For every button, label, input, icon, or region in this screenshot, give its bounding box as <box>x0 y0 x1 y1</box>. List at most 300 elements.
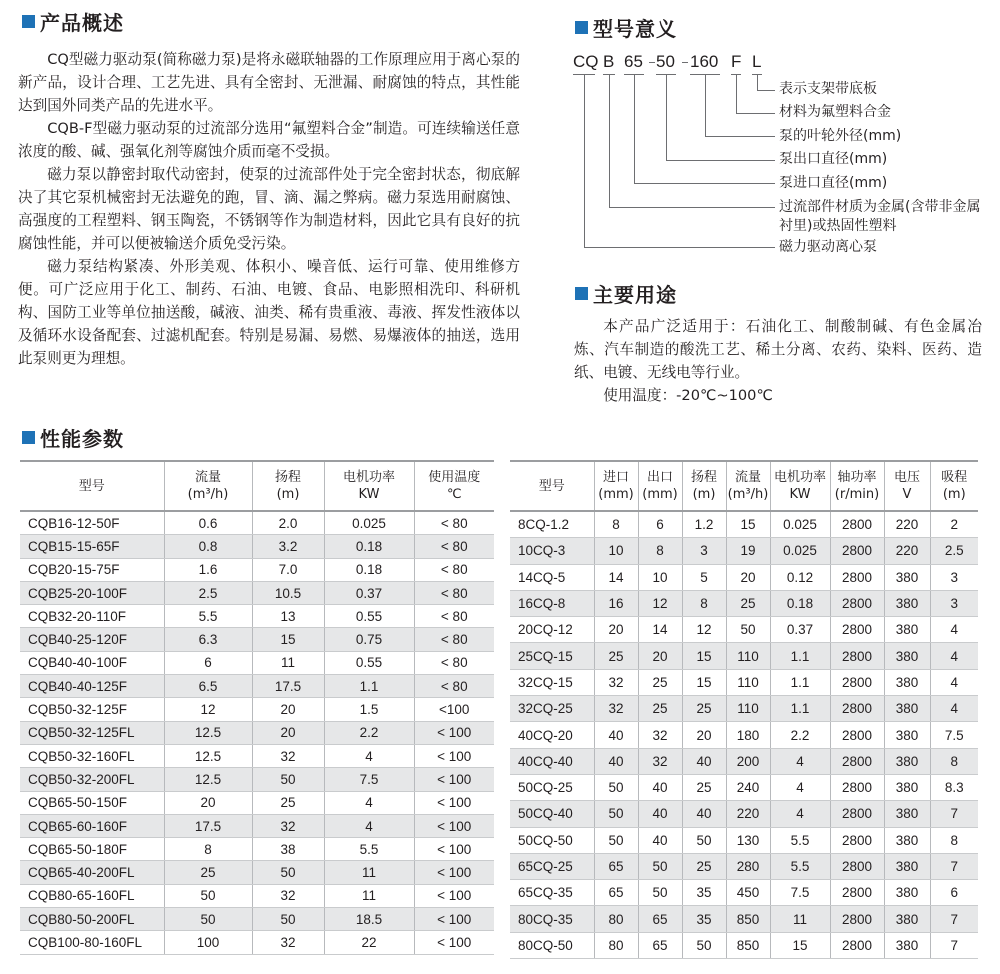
value-cell: 7 <box>930 932 978 958</box>
model-cell: CQB25-20-100F <box>20 581 164 604</box>
value-cell: 380 <box>884 617 930 643</box>
value-cell: < 80 <box>414 605 494 628</box>
value-cell: 850 <box>726 906 770 932</box>
value-cell: 2.5 <box>164 581 252 604</box>
value-cell: 280 <box>726 853 770 879</box>
performance-title: 性能参数 <box>40 426 124 451</box>
meaning-base-plate: 表示支架带底板 <box>779 81 877 97</box>
value-cell: 65 <box>638 906 682 932</box>
model-cell: CQB40-40-100F <box>20 651 164 674</box>
value-cell: 110 <box>726 696 770 722</box>
value-cell: 180 <box>726 722 770 748</box>
value-cell: 40 <box>682 748 726 774</box>
value-cell: 8 <box>930 827 978 853</box>
model-cell: 80CQ-50 <box>510 932 594 958</box>
value-cell: 17.5 <box>252 675 324 698</box>
model-cell: CQB100-80-160FL <box>20 931 164 954</box>
value-cell: 50 <box>638 880 682 906</box>
table-row <box>20 511 494 535</box>
value-cell: 14 <box>594 564 638 590</box>
value-cell: 3 <box>930 590 978 616</box>
value-cell: 130 <box>726 827 770 853</box>
value-cell: 12.5 <box>164 744 252 767</box>
table-row <box>510 564 978 590</box>
value-cell: 12 <box>682 617 726 643</box>
value-cell: 2 <box>930 511 978 538</box>
value-cell: 0.37 <box>324 581 414 604</box>
table-row <box>20 605 494 628</box>
header-model: 型号 <box>20 461 164 511</box>
value-cell: 50 <box>252 908 324 931</box>
model-cell: CQB32-20-110F <box>20 605 164 628</box>
table-row <box>510 880 978 906</box>
value-cell: 2800 <box>830 748 884 774</box>
table-row <box>510 511 978 538</box>
value-cell: 50 <box>594 827 638 853</box>
model-cell: CQB40-25-120F <box>20 628 164 651</box>
table-row <box>20 535 494 558</box>
value-cell: 4 <box>770 748 830 774</box>
value-cell: 20 <box>638 643 682 669</box>
table-row <box>510 853 978 879</box>
table-row <box>20 931 494 954</box>
value-cell: 380 <box>884 669 930 695</box>
header-suction: 吸程 (m) <box>930 461 978 511</box>
model-cell: CQB16-12-50F <box>20 511 164 535</box>
model-cell: CQB80-65-160FL <box>20 884 164 907</box>
performance-table-cq <box>510 460 978 959</box>
value-cell: 25 <box>638 669 682 695</box>
overview-text <box>18 48 520 370</box>
value-cell: 32 <box>594 669 638 695</box>
model-cell: CQB65-50-180F <box>20 838 164 861</box>
value-cell: 220 <box>884 511 930 538</box>
model-cell: CQB40-40-125F <box>20 675 164 698</box>
value-cell: 2.5 <box>930 538 978 564</box>
value-cell: 50 <box>164 884 252 907</box>
header-outlet: 出口 (mm) <box>638 461 682 511</box>
model-meaning-heading <box>575 14 677 40</box>
value-cell: 7 <box>930 853 978 879</box>
value-cell: 0.75 <box>324 628 414 651</box>
table-row <box>20 581 494 604</box>
table-row <box>510 932 978 958</box>
value-cell: 2800 <box>830 538 884 564</box>
code-dash <box>682 62 688 63</box>
value-cell: 4 <box>770 801 830 827</box>
value-cell: 110 <box>726 643 770 669</box>
value-cell: 32 <box>252 744 324 767</box>
value-cell: 80 <box>594 906 638 932</box>
value-cell: 5.5 <box>770 827 830 853</box>
value-cell: 7 <box>930 801 978 827</box>
value-cell: < 100 <box>414 908 494 931</box>
table-row <box>20 861 494 884</box>
value-cell: 11 <box>252 651 324 674</box>
leader-line <box>666 160 775 161</box>
value-cell: 6 <box>638 511 682 538</box>
value-cell: 25 <box>682 696 726 722</box>
header-motor-power: 电机功率 KW <box>770 461 830 511</box>
value-cell: 50 <box>594 801 638 827</box>
value-cell: 8 <box>638 538 682 564</box>
value-cell: 5.5 <box>324 838 414 861</box>
table-header-row <box>20 461 494 511</box>
value-cell: 220 <box>884 538 930 564</box>
model-cell: CQB65-40-200FL <box>20 861 164 884</box>
model-cell: 65CQ-25 <box>510 853 594 879</box>
value-cell: 380 <box>884 696 930 722</box>
value-cell: 20 <box>682 722 726 748</box>
value-cell: < 100 <box>414 884 494 907</box>
value-cell: 8 <box>682 590 726 616</box>
leader-line <box>634 74 635 183</box>
leader-line <box>757 90 775 91</box>
leader-line <box>584 74 585 247</box>
table-header-row <box>510 461 978 511</box>
value-cell: 11 <box>324 861 414 884</box>
value-cell: 13 <box>252 605 324 628</box>
performance-heading <box>22 424 124 450</box>
header-flow: 流量 (m³/h) <box>164 461 252 511</box>
value-cell: 6 <box>164 651 252 674</box>
value-cell: 32 <box>638 722 682 748</box>
overview-paragraph: CQ型磁力驱动泵(简称磁力泵)是将永磁联轴器的工作原理应用于离心泵的新产品，设计合理、工艺先进、具有全密封、无泄漏、耐腐蚀的特点，其性能达到国外同类产品的先进水平。 <box>18 51 520 114</box>
value-cell: < 80 <box>414 511 494 535</box>
model-cell: CQB15-15-65F <box>20 535 164 558</box>
value-cell: 220 <box>726 801 770 827</box>
code-part-outlet: 50 <box>656 52 675 71</box>
value-cell: 8 <box>594 511 638 538</box>
value-cell: 0.8 <box>164 535 252 558</box>
value-cell: 2800 <box>830 880 884 906</box>
model-cell: 80CQ-35 <box>510 906 594 932</box>
value-cell: 4 <box>930 696 978 722</box>
model-cell: 32CQ-15 <box>510 669 594 695</box>
overview-paragraph: CQB-F型磁力驱动泵的过流部分选用“氟塑料合金”制造。可连续输送任意浓度的酸、碱、强氧化剂等腐蚀介质而毫不受损。 <box>18 120 520 160</box>
table-row <box>20 884 494 907</box>
value-cell: 0.18 <box>324 535 414 558</box>
value-cell: 7.5 <box>324 768 414 791</box>
value-cell: 380 <box>884 906 930 932</box>
header-temperature: 使用温度 ℃ <box>414 461 494 511</box>
value-cell: 3.2 <box>252 535 324 558</box>
model-cell: 40CQ-20 <box>510 722 594 748</box>
meaning-impeller: 泵的叶轮外径(mm) <box>779 128 902 144</box>
value-cell: 7.5 <box>770 880 830 906</box>
model-cell: 25CQ-15 <box>510 643 594 669</box>
value-cell: 4 <box>324 791 414 814</box>
header-head: 扬程 (m) <box>682 461 726 511</box>
value-cell: 380 <box>884 932 930 958</box>
value-cell: < 80 <box>414 628 494 651</box>
model-cell: 65CQ-35 <box>510 880 594 906</box>
value-cell: 2800 <box>830 774 884 800</box>
value-cell: 6 <box>930 880 978 906</box>
value-cell: < 100 <box>414 744 494 767</box>
value-cell: 1.5 <box>324 698 414 721</box>
table-row <box>510 827 978 853</box>
value-cell: 0.18 <box>770 590 830 616</box>
leader-line <box>634 183 775 184</box>
leader-line <box>666 74 667 160</box>
value-cell: 0.025 <box>324 511 414 535</box>
value-cell: 8.3 <box>930 774 978 800</box>
header-model: 型号 <box>510 461 594 511</box>
value-cell: < 80 <box>414 558 494 581</box>
value-cell: 380 <box>884 827 930 853</box>
value-cell: 32 <box>252 931 324 954</box>
table-row <box>20 838 494 861</box>
value-cell: < 100 <box>414 838 494 861</box>
value-cell: 25 <box>164 861 252 884</box>
table-row <box>510 669 978 695</box>
value-cell: 100 <box>164 931 252 954</box>
value-cell: 8 <box>930 748 978 774</box>
table-row <box>510 696 978 722</box>
value-cell: 12.5 <box>164 768 252 791</box>
header-shaft-speed: 轴功率 (r/min) <box>830 461 884 511</box>
value-cell: 380 <box>884 880 930 906</box>
section-marker-icon <box>575 287 588 300</box>
model-cell: 40CQ-40 <box>510 748 594 774</box>
value-cell: 0.37 <box>770 617 830 643</box>
value-cell: 4 <box>324 814 414 837</box>
value-cell: 20 <box>594 617 638 643</box>
value-cell: 4 <box>324 744 414 767</box>
value-cell: 40 <box>594 722 638 748</box>
value-cell: 18.5 <box>324 908 414 931</box>
value-cell: 50 <box>682 932 726 958</box>
value-cell: 380 <box>884 564 930 590</box>
value-cell: < 80 <box>414 581 494 604</box>
usage-paragraph: 本产品广泛适用于：石油化工、制酸制碱、有色金属冶炼、汽车制造的酸洗工艺、稀土分离、农药、染料、医药、造纸、电镀、无线电等行业。 <box>574 318 982 381</box>
value-cell: 5.5 <box>164 605 252 628</box>
value-cell: 380 <box>884 774 930 800</box>
table-row <box>510 590 978 616</box>
value-cell: 65 <box>594 853 638 879</box>
model-cell: CQB65-50-150F <box>20 791 164 814</box>
table-row <box>510 774 978 800</box>
value-cell: 40 <box>638 774 682 800</box>
value-cell: 2800 <box>830 511 884 538</box>
table-row <box>20 558 494 581</box>
value-cell: 200 <box>726 748 770 774</box>
meaning-inlet: 泵进口直径(mm) <box>779 175 888 191</box>
value-cell: 2800 <box>830 669 884 695</box>
meaning-outlet: 泵出口直径(mm) <box>779 151 888 167</box>
model-cell: CQB50-32-160FL <box>20 744 164 767</box>
value-cell: 6.3 <box>164 628 252 651</box>
table-row <box>510 643 978 669</box>
table-row <box>20 768 494 791</box>
code-part-f: F <box>731 52 742 71</box>
value-cell: 0.55 <box>324 605 414 628</box>
value-cell: 2800 <box>830 932 884 958</box>
table-row <box>20 791 494 814</box>
value-cell: 35 <box>682 880 726 906</box>
header-motor-power: 电机功率 KW <box>324 461 414 511</box>
value-cell: < 100 <box>414 791 494 814</box>
value-cell: 15 <box>682 643 726 669</box>
usage-heading <box>575 280 677 306</box>
value-cell: 25 <box>252 791 324 814</box>
value-cell: 2800 <box>830 827 884 853</box>
table-row <box>20 721 494 744</box>
model-cell: 8CQ-1.2 <box>510 511 594 538</box>
value-cell: 50 <box>726 617 770 643</box>
value-cell: 450 <box>726 880 770 906</box>
value-cell: 2800 <box>830 643 884 669</box>
value-cell: 380 <box>884 722 930 748</box>
value-cell: 25 <box>682 853 726 879</box>
value-cell: 4 <box>770 774 830 800</box>
value-cell: <100 <box>414 698 494 721</box>
table-row <box>510 906 978 932</box>
value-cell: 32 <box>252 884 324 907</box>
header-inlet: 进口 (mm) <box>594 461 638 511</box>
model-meaning-title: 型号意义 <box>593 16 677 41</box>
value-cell: 40 <box>594 748 638 774</box>
value-cell: 50 <box>252 768 324 791</box>
value-cell: 1.1 <box>770 669 830 695</box>
model-cell: 10CQ-3 <box>510 538 594 564</box>
value-cell: 12.5 <box>164 721 252 744</box>
value-cell: 4 <box>930 669 978 695</box>
value-cell: 15 <box>252 628 324 651</box>
value-cell: 850 <box>726 932 770 958</box>
usage-title: 主要用途 <box>593 282 677 307</box>
table-row <box>20 744 494 767</box>
model-cell: CQB50-32-125FL <box>20 721 164 744</box>
leader-line <box>609 207 775 208</box>
value-cell: 5.5 <box>770 853 830 879</box>
value-cell: 240 <box>726 774 770 800</box>
value-cell: 40 <box>682 801 726 827</box>
value-cell: 3 <box>930 564 978 590</box>
value-cell: 3 <box>682 538 726 564</box>
value-cell: 11 <box>770 906 830 932</box>
value-cell: 2.2 <box>770 722 830 748</box>
value-cell: 2.0 <box>252 511 324 535</box>
value-cell: 25 <box>638 696 682 722</box>
model-cell: CQB50-32-125F <box>20 698 164 721</box>
meaning-pump-type: 磁力驱动离心泵 <box>779 239 877 255</box>
header-voltage: 电压 V <box>884 461 930 511</box>
value-cell: 0.6 <box>164 511 252 535</box>
leader-line <box>736 74 737 113</box>
value-cell: 25 <box>726 590 770 616</box>
value-cell: < 100 <box>414 721 494 744</box>
value-cell: 380 <box>884 853 930 879</box>
code-part-inlet: 65 <box>624 52 643 71</box>
value-cell: 16 <box>594 590 638 616</box>
table-row <box>20 628 494 651</box>
code-dash <box>649 62 655 63</box>
value-cell: 17.5 <box>164 814 252 837</box>
model-cell: 32CQ-25 <box>510 696 594 722</box>
model-cell: CQB20-15-75F <box>20 558 164 581</box>
header-head: 扬程 (m) <box>252 461 324 511</box>
section-marker-icon <box>575 21 588 34</box>
value-cell: 2800 <box>830 853 884 879</box>
overview-paragraph: 磁力泵以静密封取代动密封，使泵的过流部件处于完全密封状态，彻底解决了其它泵机械密封无法避免的跑，冒、滴、漏之弊病。磁力泵选用耐腐蚀、高强度的工程塑料、钢玉陶瓷，不锈钢等作为制造材料，因此它具有良好的抗腐蚀性能，并可以便被输送介质免受污染。 <box>18 166 520 252</box>
value-cell: 110 <box>726 669 770 695</box>
value-cell: < 100 <box>414 931 494 954</box>
value-cell: < 80 <box>414 675 494 698</box>
model-cell: 50CQ-40 <box>510 801 594 827</box>
value-cell: 2.2 <box>324 721 414 744</box>
value-cell: 380 <box>884 801 930 827</box>
value-cell: < 100 <box>414 861 494 884</box>
value-cell: 80 <box>594 932 638 958</box>
model-cell: 50CQ-25 <box>510 774 594 800</box>
section-marker-icon <box>22 431 35 444</box>
code-part-b: B <box>603 52 615 71</box>
code-part-l: L <box>752 52 762 71</box>
value-cell: 2800 <box>830 801 884 827</box>
value-cell: 40 <box>638 801 682 827</box>
value-cell: 20 <box>726 564 770 590</box>
value-cell: 25 <box>682 774 726 800</box>
usage-text <box>574 315 982 407</box>
model-cell: 20CQ-12 <box>510 617 594 643</box>
value-cell: 2800 <box>830 696 884 722</box>
value-cell: 38 <box>252 838 324 861</box>
value-cell: 6.5 <box>164 675 252 698</box>
value-cell: 22 <box>324 931 414 954</box>
performance-table-cqb <box>20 460 494 955</box>
value-cell: 20 <box>252 698 324 721</box>
overview-title: 产品概述 <box>40 10 124 35</box>
value-cell: 2800 <box>830 590 884 616</box>
value-cell: 10 <box>594 538 638 564</box>
value-cell: 10.5 <box>252 581 324 604</box>
value-cell: 65 <box>638 932 682 958</box>
value-cell: 20 <box>252 721 324 744</box>
value-cell: 11 <box>324 884 414 907</box>
value-cell: 32 <box>252 814 324 837</box>
model-cell: CQB65-60-160F <box>20 814 164 837</box>
meaning-material: 材料为氟塑料合金 <box>779 104 891 120</box>
value-cell: 380 <box>884 748 930 774</box>
overview-paragraph: 磁力泵结构紧凑、外形美观、体积小、噪音低、运行可靠、使用维修方便。可广泛应用于化工、制药、石油、电镀、食品、电影照相洗印、科研机构、国防工业等单位抽送酸，碱液、油类、稀有贵重液、毒液、挥发性液体以及循环水设备配套、过滤机配套。特别是易漏、易燃、易爆液体的抽送，选用此泵则更为理想。 <box>18 258 520 367</box>
value-cell: 1.1 <box>324 675 414 698</box>
leader-line <box>757 74 758 90</box>
value-cell: 7.5 <box>930 722 978 748</box>
value-cell: 7 <box>930 906 978 932</box>
value-cell: 10 <box>638 564 682 590</box>
value-cell: 15 <box>682 669 726 695</box>
value-cell: 4 <box>930 617 978 643</box>
value-cell: 0.025 <box>770 511 830 538</box>
value-cell: 25 <box>594 643 638 669</box>
value-cell: 1.6 <box>164 558 252 581</box>
usage-temperature: 使用温度：-20℃~100℃ <box>603 387 773 404</box>
value-cell: 12 <box>164 698 252 721</box>
table-row <box>20 651 494 674</box>
section-marker-icon <box>22 15 35 28</box>
value-cell: 50 <box>164 908 252 931</box>
value-cell: 0.18 <box>324 558 414 581</box>
value-cell: 2800 <box>830 722 884 748</box>
header-flow: 流量 (m³/h) <box>726 461 770 511</box>
value-cell: 50 <box>594 774 638 800</box>
model-cell: 50CQ-50 <box>510 827 594 853</box>
table-row <box>20 698 494 721</box>
value-cell: 8 <box>164 838 252 861</box>
value-cell: 15 <box>770 932 830 958</box>
